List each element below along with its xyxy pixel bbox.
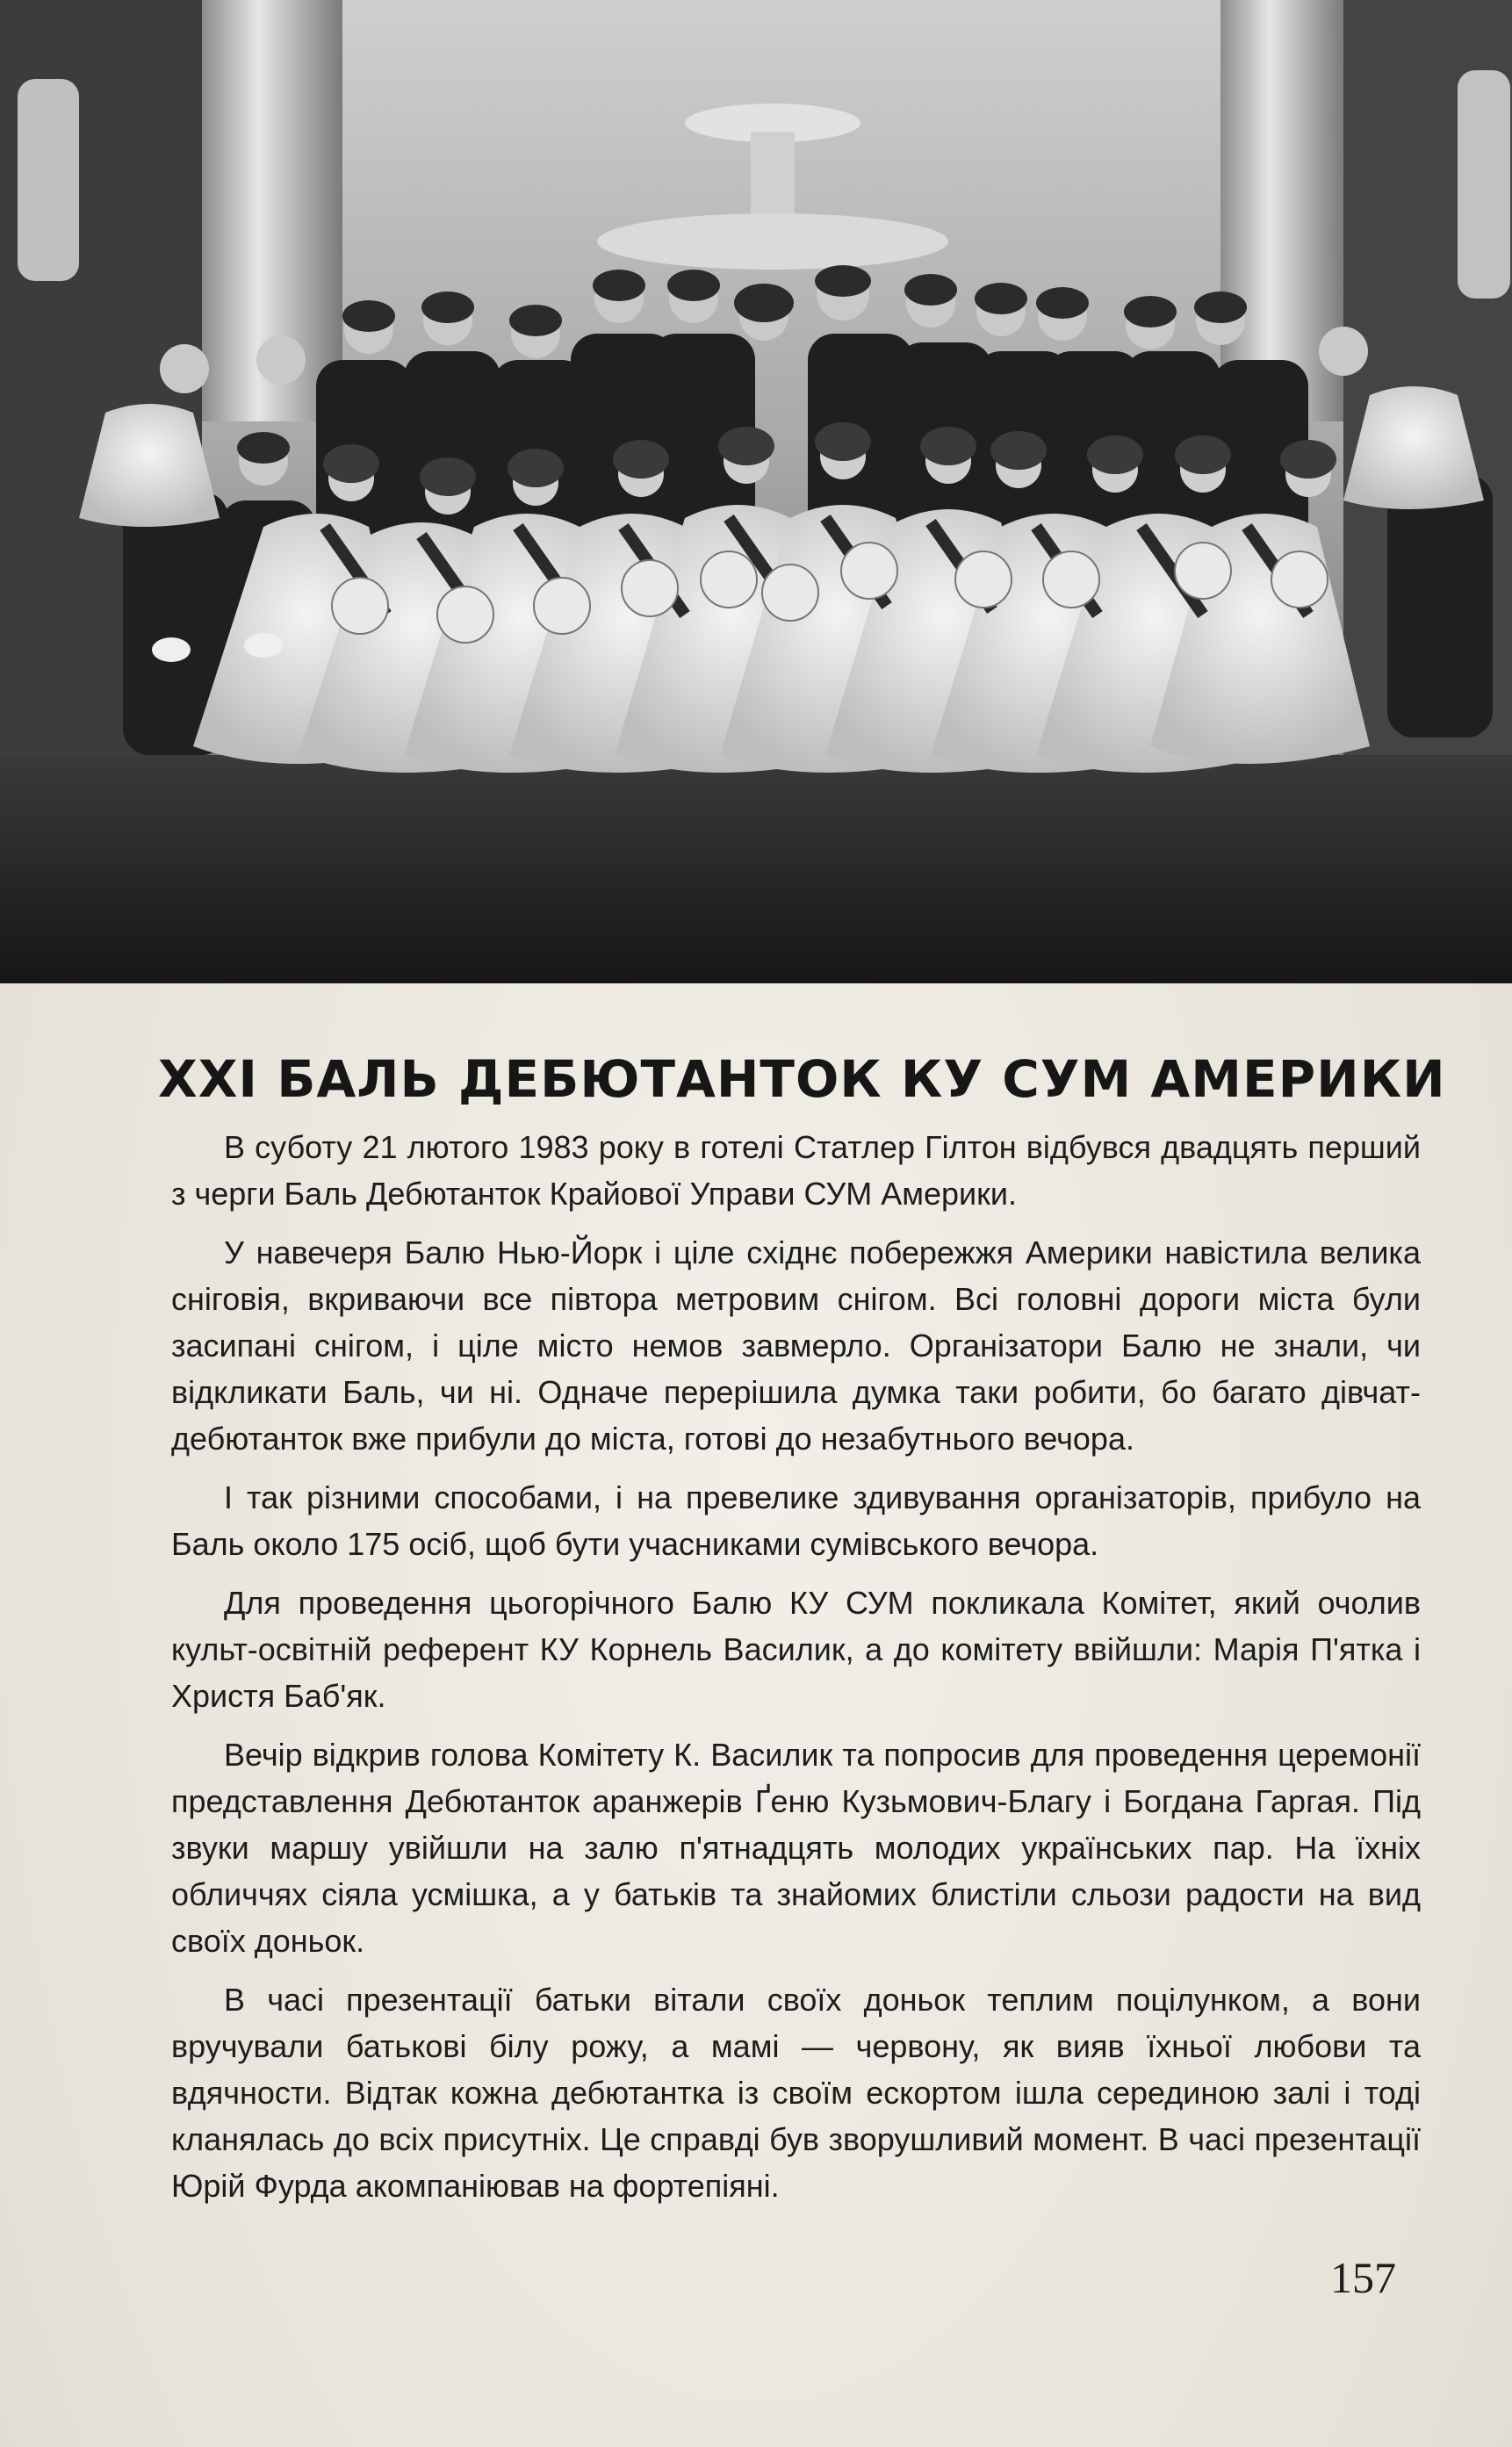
paragraph: Вечір відкрив голова Комітету К. Василик та попросив для проведення церемонії представлення Дебютанток аранжерів Ґеню Кузьмович-Благу і Богдана Гаргая. Під звуки маршу увійшли на залю п'ятнадцять молодих українських пар. На їхніх обличчях сіяла усмішка, а у батьків та знайомих блистіли сльози радости на вид своїх доньок. bbox=[171, 1737, 1421, 1959]
paragraph: В часі презентації батьки вітали своїх доньок теплим поцілунком, а вони вручували батькові білу рожу, а мамі — червону, як вияв їхньої любови та вдячности. Відтак кожна дебютантка із своїм ескортом ішла серединою залі і тоді кланялась до всіх присутніх. Це справді був зворушливий момент. В часі презентації Юрій Фурда акомпаніював на фортепіяні. bbox=[171, 1982, 1421, 2204]
paragraph: Для проведення цьогорічного Балю КУ СУМ покликала Комітет, який очолив культ-освітній референт КУ Корнель Василик, а до комітету ввійшли: Марія П'ятка і Христя Баб'як. bbox=[171, 1585, 1421, 1714]
article-title: XXI БАЛЬ ДЕБЮТАНТОК КУ СУМ АМЕРИКИ bbox=[158, 1049, 1446, 1109]
paragraph: І так різними способами, і на превелике здивування організаторів, прибуло на Баль около 175 осіб, щоб бути учасниками сумівського вечора. bbox=[171, 1479, 1421, 1562]
paragraph: У навечеря Балю Нью-Йорк і ціле східнє побережжя Америки навістила велика сніговія, вкриваючи все півтора метровим снігом. Всі головні дороги міста були засипані снігом, і ціле місто немов завмерло. Організатори Балю не знали, чи відкликати Баль, чи ні. Одначе перерішила думка таки робити, бо багато дівчат-дебютанток вже прибули до міста, готові до незабутнього вечора. bbox=[171, 1234, 1421, 1457]
paragraph: В суботу 21 лютого 1983 року в готелі Статлер Гілтон відбувся двадцять перший з черги Баль Дебютанток Крайової Управи СУМ Америки. bbox=[171, 1129, 1421, 1212]
group-photo bbox=[0, 0, 1512, 983]
page-number: 157 bbox=[1330, 2253, 1396, 2302]
article-body bbox=[171, 1124, 1421, 2221]
